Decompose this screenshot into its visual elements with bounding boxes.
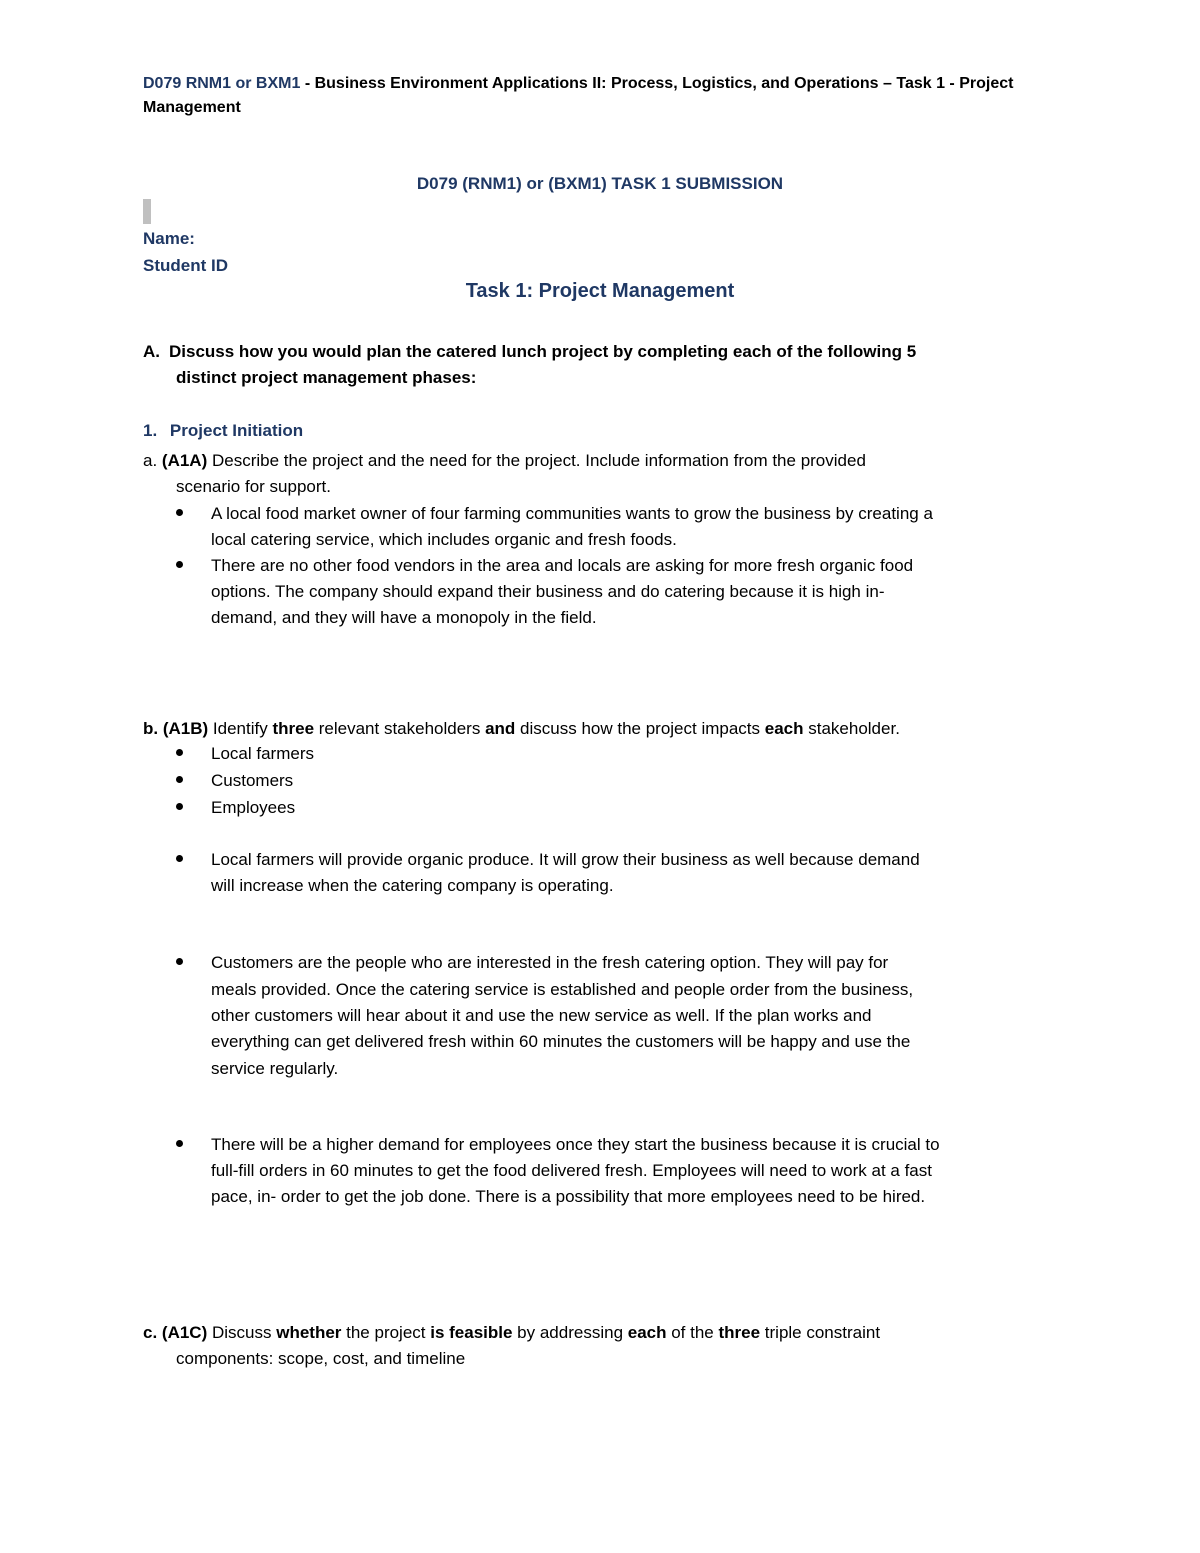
a1b-text: discuss how the project impacts	[515, 719, 765, 738]
a1c-text-bold: is feasible	[430, 1323, 513, 1342]
bullet-icon	[176, 749, 183, 756]
name-label: Name:	[143, 229, 195, 248]
a1a-bullet-1-line-2: local catering service, which includes organic and fresh foods.	[211, 530, 677, 549]
bullet-icon	[176, 561, 183, 568]
text-cursor-marker	[143, 199, 151, 224]
a1b-bullet-3-line-2: full-fill orders in 60 minutes to get the food delivered fresh. Employees will need to work at a fast	[211, 1161, 932, 1180]
a1c-text-bold: three	[718, 1323, 761, 1342]
a1b-prompt	[143, 716, 900, 742]
a1c-prompt-line-1	[143, 1320, 880, 1346]
a1b-bullet-1-line-1: Local farmers will provide organic produce. It will grow their business as well because demand	[211, 850, 920, 869]
a1b-text: relevant stakeholders	[314, 719, 486, 738]
a1c-text-bold: each	[627, 1323, 667, 1342]
a1b-text: Identify	[208, 719, 273, 738]
a1a-bullet-2-line-3: demand, and they will have a monopoly in the field.	[211, 608, 597, 627]
section-a-line-2: distinct project management phases:	[176, 368, 477, 387]
phase-1-number: 1.	[143, 421, 158, 440]
course-header-line-2: Management	[143, 99, 241, 116]
task-title: Task 1: Project Management	[465, 280, 735, 302]
a1c-code: (A1C)	[161, 1323, 208, 1342]
bullet-icon	[176, 509, 183, 516]
a1b-bullet-2-line-5: service regularly.	[211, 1059, 339, 1078]
bullet-icon	[176, 958, 183, 965]
a1c-text: the project	[341, 1323, 431, 1342]
a1c-text: triple constraint	[760, 1323, 881, 1342]
a1a-bullet-1-line-1: A local food market owner of four farming communities wants to grow the business by creating a	[211, 504, 933, 523]
a1b-text-bold: each	[764, 719, 804, 738]
a1c-text: of the	[666, 1323, 719, 1342]
a1b-bullet-2-line-2: meals provided. Once the catering service is established and people order from the business,	[211, 980, 914, 999]
student-id-label: Student ID	[143, 256, 228, 275]
section-a-line-1: Discuss how you would plan the catered lunch project by completing each of the following 5	[169, 342, 917, 361]
a1a-prompt-rest: Describe the project and the need for the project. Include information from the provided	[207, 451, 866, 470]
a1a-bullet-2-line-2: options. The company should expand their business and do catering because it is high in-	[211, 582, 885, 601]
bullet-icon	[176, 1140, 183, 1147]
bullet-icon	[176, 776, 183, 783]
section-a-letter: A.	[143, 342, 160, 361]
a1c-letter: c.	[143, 1323, 162, 1342]
a1b-bullet-2-line-1: Customers are the people who are interested in the fresh catering option. They will pay for	[211, 953, 889, 972]
a1b-bullet-2-line-3: other customers will hear about it and use the new service as well. If the plan works and	[211, 1006, 872, 1025]
bullet-icon	[176, 855, 183, 862]
a1b-letter: b.	[143, 719, 163, 738]
bullet-icon	[176, 803, 183, 810]
a1a-code: (A1A)	[161, 451, 208, 470]
course-code: D079 RNM1 or BXM1	[143, 75, 301, 92]
a1b-text: stakeholder.	[803, 719, 900, 738]
a1c-text: Discuss	[207, 1323, 277, 1342]
a1b-bullet-3-line-1: There will be a higher demand for employees once they start the business because it is crucial to	[211, 1135, 940, 1154]
a1a-letter: a.	[143, 451, 162, 470]
course-header-rest: - Business Environment Applications II: Process, Logistics, and Operations – Task 1 - Project	[300, 75, 1014, 92]
a1a-prompt-line-1	[143, 448, 866, 474]
a1b-text-bold: and	[485, 719, 516, 738]
phase-1-title: Project Initiation	[169, 421, 304, 440]
a1b-bullet-1-line-2: will increase when the catering company is operating.	[211, 876, 614, 895]
stakeholder-item: Employees	[211, 798, 296, 817]
a1b-code: (A1B)	[162, 719, 209, 738]
a1b-text-bold: three	[272, 719, 315, 738]
a1a-bullet-2-line-1: There are no other food vendors in the area and locals are asking for more fresh organic food	[211, 556, 914, 575]
a1c-text: by addressing	[512, 1323, 628, 1342]
a1b-bullet-2-line-4: everything can get delivered fresh within 60 minutes the customers will be happy and use the	[211, 1032, 911, 1051]
stakeholder-item: Customers	[211, 771, 294, 790]
a1b-bullet-3-line-3: pace, in- order to get the job done. There is a possibility that more employees need to be hired.	[211, 1187, 926, 1206]
submission-title: D079 (RNM1) or (BXM1) TASK 1 SUBMISSION	[416, 174, 784, 193]
a1c-text-bold: whether	[276, 1323, 342, 1342]
course-header-line-1	[143, 72, 1013, 96]
a1c-prompt-line-2: components: scope, cost, and timeline	[176, 1349, 466, 1368]
phase-1-heading	[143, 418, 303, 444]
a1a-prompt-line-2: scenario for support.	[176, 477, 331, 496]
stakeholder-item: Local farmers	[211, 744, 314, 763]
